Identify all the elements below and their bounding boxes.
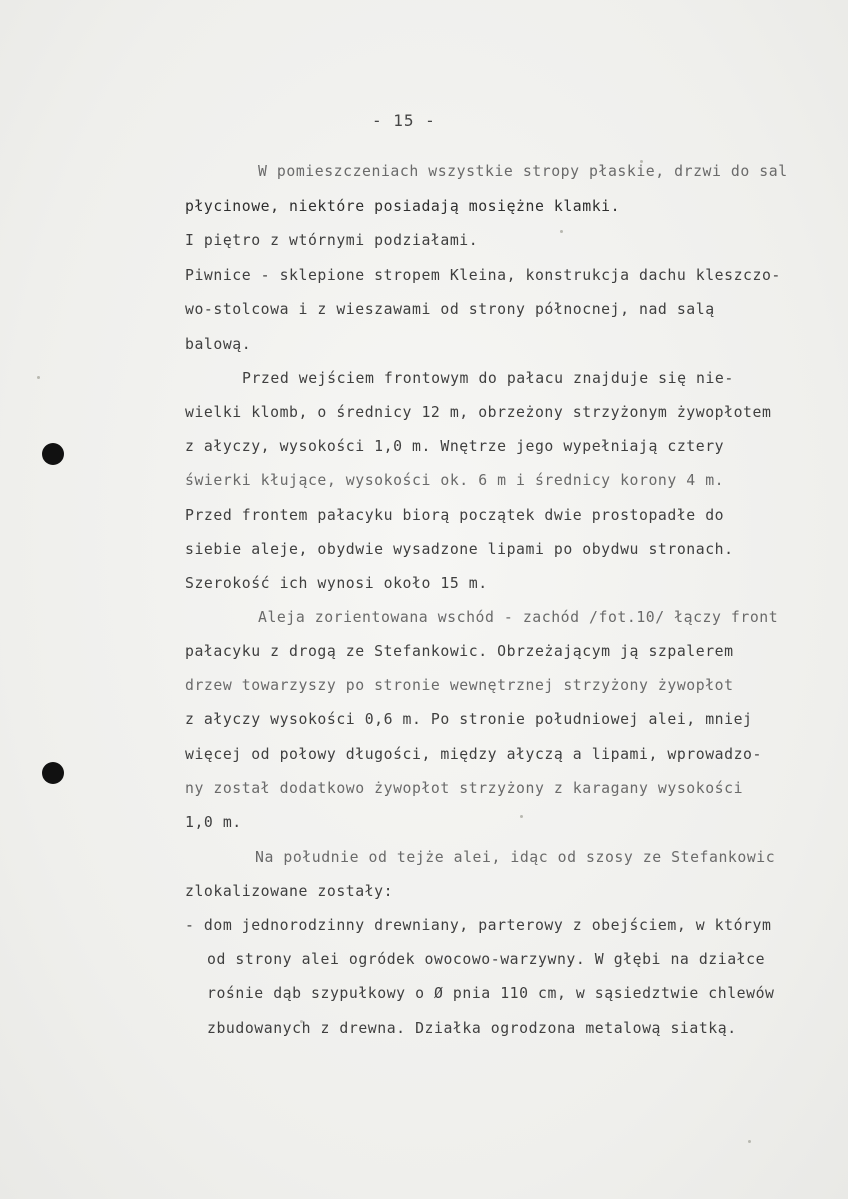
text-line: z ałyczy, wysokości 1,0 m. Wnętrze jego wypełniają cztery (185, 438, 725, 455)
text-line: więcej od połowy długości, między ałyczą a lipami, wprowadzo- (185, 746, 762, 763)
paper-speck (37, 376, 40, 379)
punch-hole-top (42, 443, 64, 465)
text-line: Szerokość ich wynosi około 15 m. (185, 575, 488, 592)
text-line: I piętro z wtórnymi podziałami. (185, 232, 479, 249)
text-line: wo-stolcowa i z wieszawami od strony północnej, nad salą (185, 301, 715, 318)
text-line: 1,0 m. (185, 814, 242, 831)
text-line: zbudowanych z drewna. Działka ogrodzona metalową siatką. (207, 1020, 737, 1037)
text-line: - dom jednorodzinny drewniany, parterowy z obejściem, w którym (185, 917, 772, 934)
text-line: z ałyczy wysokości 0,6 m. Po stronie południowej alei, mniej (185, 711, 753, 728)
paper-speck (748, 1140, 751, 1143)
text-line: Piwnice - sklepione stropem Kleina, konstrukcja dachu kleszczo- (185, 267, 781, 284)
text-line: balową. (185, 336, 252, 353)
text-line: Na południe od tejże alei, idąc od szosy ze Stefankowic (255, 849, 776, 866)
text-line: rośnie dąb szypułkowy o Ø pnia 110 cm, w sąsiedztwie chlewów (207, 985, 775, 1002)
text-line: od strony alei ogródek owocowo-warzywny. W głębi na działce (207, 951, 766, 968)
paper-speck (520, 815, 523, 818)
text-line: W pomieszczeniach wszystkie stropy płaskie, drzwi do sal (258, 163, 788, 180)
text-line: zlokalizowane zostały: (185, 883, 394, 900)
text-line: Aleja zorientowana wschód - zachód /fot.10/ łączy front (258, 609, 779, 626)
text-line: płycinowe, niektóre posiadają mosiężne klamki. (185, 198, 621, 215)
punch-hole-bottom (42, 762, 64, 784)
text-line: świerki kłujące, wysokości ok. 6 m i średnicy korony 4 m. (185, 472, 725, 489)
text-line: ny został dodatkowo żywopłot strzyżony z karagany wysokości (185, 780, 744, 797)
text-line: Przed wejściem frontowym do pałacu znajduje się nie- (242, 370, 734, 387)
paper-speck (560, 230, 563, 233)
page-number: - 15 - (372, 111, 436, 130)
text-line: siebie aleje, obydwie wysadzone lipami po obydwu stronach. (185, 541, 734, 558)
text-line: drzew towarzyszy po stronie wewnętrznej strzyżony żywopłot (185, 677, 734, 694)
text-line: pałacyku z drogą ze Stefankowic. Obrzeżającym ją szpalerem (185, 643, 734, 660)
text-line: Przed frontem pałacyku biorą początek dwie prostopadłe do (185, 507, 725, 524)
text-line: wielki klomb, o średnicy 12 m, obrzeżony strzyżonym żywopłotem (185, 404, 772, 421)
